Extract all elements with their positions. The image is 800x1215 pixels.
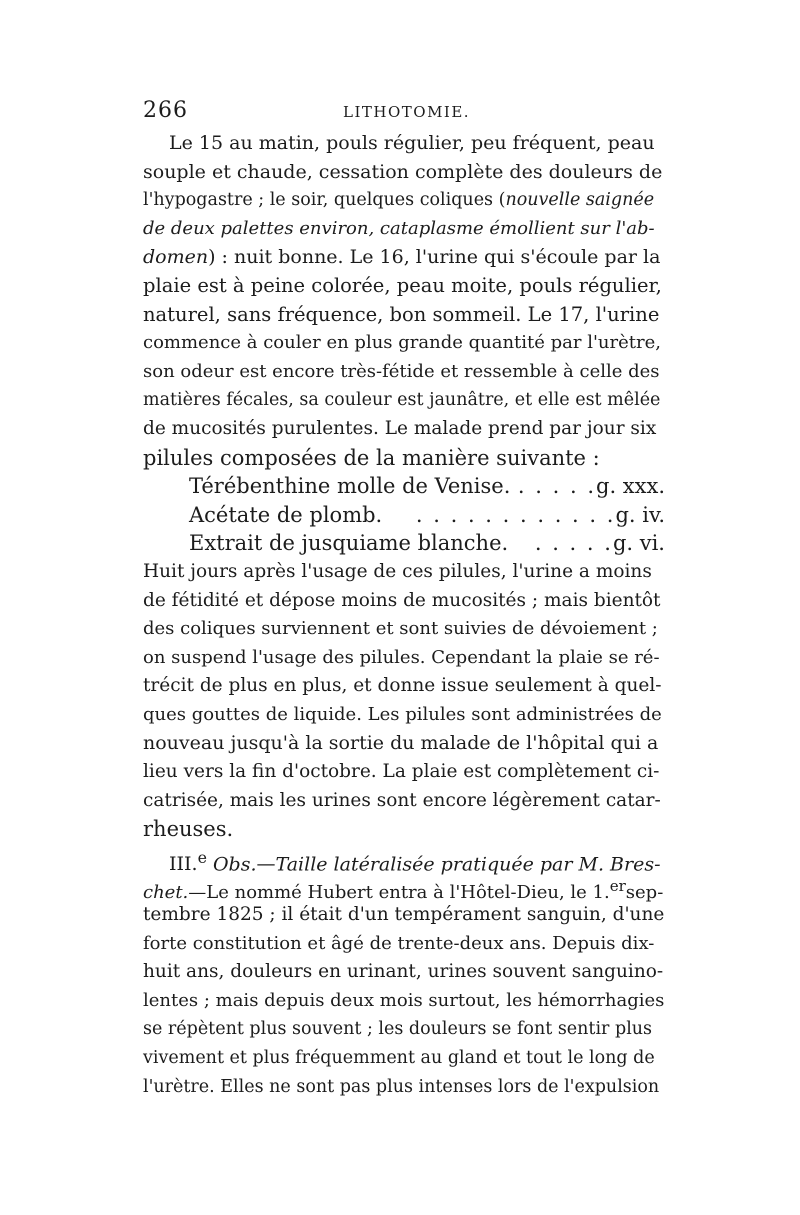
prescription-line: [143, 472, 665, 501]
drug-name: Acétate de plomb.: [189, 502, 383, 527]
text-line: Huit jours après l'usage de ces pilules, l'urine a moins: [143, 560, 652, 582]
text-line: matières fécales, sa couleur est jaunâtre, et elle est mêlée: [143, 390, 661, 411]
text-line: pilules composées de la manière suivante :: [143, 445, 600, 470]
text-line: domen) : nuit bonne. Le 16, l'urine qui s'écoule par la: [143, 246, 661, 269]
text-line: l'urètre. Elles ne sont pas plus intenses lors de l'expulsion: [143, 1076, 660, 1097]
text-line: son odeur est encore très-fétide et ressemble à celle des: [143, 360, 660, 382]
text-line: de deux palettes environ, cataplasme émollient sur l'ab-: [143, 217, 655, 239]
text-line: plaie est à peine colorée, peau moite, pouls régulier,: [143, 273, 662, 297]
prescription-line: [143, 501, 665, 530]
text-line: catrisée, mais les urines sont encore légèrement catar-: [143, 789, 661, 811]
drug-dose: g. iv.: [615, 502, 665, 527]
text-line: naturel, sans fréquence, bon sommeil. Le 17, l'urine: [143, 302, 660, 326]
text-line: de mucosités purulentes. Le malade prend par jour six: [143, 417, 657, 439]
text-line: vivement et plus fréquemment au gland et tout le long de: [143, 1048, 655, 1068]
text-line: de fétidité et dépose moins de mucosités ; mais bientôt: [143, 589, 661, 611]
drug-dose: g. vi.: [612, 531, 665, 556]
observation-heading: III.$^e$ Obs.—Taille latéralisée pratiquée par M. Bres-: [169, 847, 661, 876]
text-line: l'hypogastre ; le soir, quelques coliques (nouvelle saignée: [143, 190, 655, 211]
text-line: tembre 1825 ; il était d'un tempérament sanguin, d'une: [143, 904, 665, 926]
text-line: forte constitution et âgé de trente-deux ans. Depuis dix-: [143, 932, 655, 954]
drug-dose: g. xxx.: [596, 474, 665, 499]
page-header: [143, 98, 665, 128]
leader-dots: . . . . . . . . . . . .: [415, 502, 616, 527]
running-title: LITHOTOMIE.: [343, 103, 471, 121]
text-line: des coliques surviennent et sont suivies de dévoiement ;: [143, 618, 658, 640]
leader-dots: . . . . .: [517, 474, 596, 499]
drug-name: Extrait de jusquiame blanche.: [189, 531, 509, 556]
text-line: nouveau jusqu'à la sortie du malade de l'hôpital qui a: [143, 732, 659, 755]
text-line: lentes ; mais depuis deux mois surtout, les hémorrhagies: [143, 989, 665, 1011]
leader-dots: . . . . .: [534, 531, 613, 556]
text-line: on suspend l'usage des pilules. Cependant la plaie se ré-: [143, 646, 660, 668]
italic-span: nouvelle saignée: [505, 190, 655, 211]
prescription-line: [143, 529, 665, 558]
text-line: souple et chaude, cessation complète des douleurs de: [143, 160, 663, 183]
text-line: Le 15 au matin, pouls régulier, peu fréquent, peau: [169, 132, 655, 154]
text-line: rheuses.: [143, 817, 234, 842]
text-line: chet.—Le nommé Hubert entra à l'Hôtel-Dieu, le 1.$^{er}$sep-: [143, 877, 664, 904]
text-line: commence à couler en plus grande quantité par l'urètre,: [143, 332, 661, 354]
page-number: 266: [143, 98, 188, 123]
text-line: lieu vers la fin d'octobre. La plaie est complètement ci-: [143, 761, 660, 783]
body-text: [143, 129, 665, 1101]
text-line: trécit de plus en plus, et donne issue seulement à quel-: [143, 675, 662, 697]
text-line: se répètent plus souvent ; les douleurs se font sentir plus: [143, 1019, 653, 1040]
drug-name: Térébenthine molle de Venise.: [189, 474, 511, 499]
text-line: ques gouttes de liquide. Les pilules sont administrées de: [143, 703, 662, 725]
text-line: huit ans, douleurs en urinant, urines souvent sanguino-: [143, 961, 664, 983]
